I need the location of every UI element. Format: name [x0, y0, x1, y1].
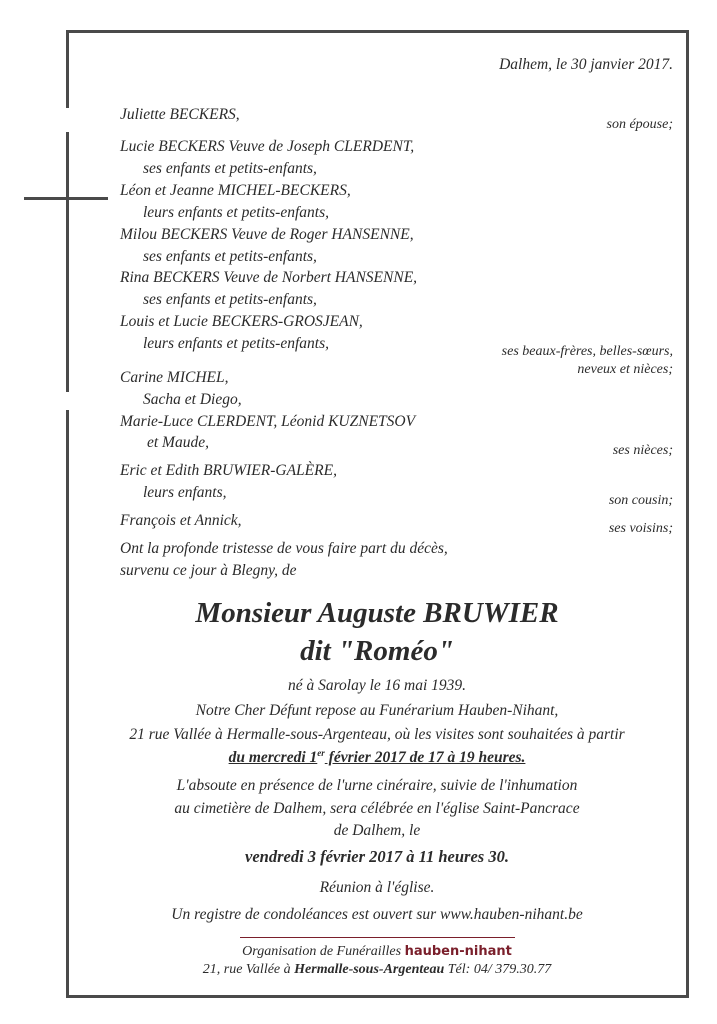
family-line: ses enfants et petits-enfants, — [143, 291, 317, 308]
family-line: Rina BECKERS Veuve de Norbert HANSENNE, — [120, 269, 418, 286]
family-line: Eric et Edith BRUWIER-GALÈRE, — [120, 462, 337, 479]
family-line: Marie-Luce CLERDENT, Léonid KUZNETSOV — [120, 413, 416, 430]
ceremony-line: de Dalhem, le — [333, 822, 421, 839]
family-line: ses enfants et petits-enfants, — [143, 160, 317, 177]
family-line: leurs enfants et petits-enfants, — [143, 204, 329, 221]
family-line: Sacha et Diego, — [143, 391, 242, 408]
birth-line: né à Sarolay le 16 mai 1939. — [287, 677, 467, 694]
ceremony-line: L'absoute en présence de l'urne cinéraire, suivie de l'inhumation — [176, 777, 578, 794]
family-line: leurs enfants et petits-enfants, — [143, 335, 329, 352]
visits-superscript: er — [317, 747, 325, 758]
announcement-line: survenu ce jour à Blegny, de — [120, 562, 297, 579]
footer-address — [66, 961, 688, 979]
meeting-line: Réunion à l'église. — [319, 879, 435, 896]
cross-bar-icon — [24, 197, 108, 200]
family-line: Carine MICHEL, — [120, 369, 229, 386]
visits-part: du mercredi 1 — [228, 749, 318, 766]
family-line: ses enfants et petits-enfants, — [143, 248, 317, 265]
relation-in-laws: neveux et nièces; — [577, 362, 673, 377]
relation-spouse: son épouse; — [606, 117, 673, 132]
relation-neighbours: ses voisins; — [608, 521, 673, 536]
family-line: Louis et Lucie BECKERS-GROSJEAN, — [120, 313, 363, 330]
family-line: et Maude, — [147, 434, 209, 451]
brand-logo: hauben-nihant — [404, 944, 512, 959]
ceremony-date: vendredi 3 février 2017 à 11 heures 30. — [245, 847, 509, 866]
rest-line: Notre Cher Défunt repose au Funérarium Hauben-Nihant, — [195, 702, 559, 719]
family-line: Juliette BECKERS, — [120, 106, 240, 123]
family-line: Milou BECKERS Veuve de Roger HANSENNE, — [120, 226, 414, 243]
deceased-name: Monsieur Auguste BRUWIER — [195, 597, 559, 629]
deceased-nickname: dit "Roméo" — [300, 635, 454, 667]
ceremony-line: au cimetière de Dalhem, sera célébrée en l'église Saint-Pancrace — [174, 800, 580, 817]
footer-org-label: Organisation de Funérailles — [242, 944, 402, 959]
date-line: Dalhem, le 30 janvier 2017. — [499, 56, 673, 73]
footer-divider — [240, 937, 515, 938]
footer-phone: Tél: 04/ 379.30.77 — [447, 962, 552, 977]
rest-line: 21 rue Vallée à Hermalle-sous-Argenteau, où les visites sont souhaitées à partir — [129, 726, 625, 743]
family-line: Lucie BECKERS Veuve de Joseph CLERDENT, — [120, 138, 415, 155]
visits-line — [66, 749, 688, 767]
frame-left-top — [66, 30, 69, 108]
family-line: leurs enfants, — [143, 484, 227, 501]
footer-org — [66, 943, 688, 961]
announcement-line: Ont la profonde tristesse de vous faire part du décès, — [120, 540, 448, 557]
frame-left-middle — [66, 132, 69, 392]
family-line: François et Annick, — [120, 512, 242, 529]
family-line: Léon et Jeanne MICHEL-BECKERS, — [120, 182, 351, 199]
relation-cousin: son cousin; — [608, 493, 673, 508]
visits-part: février 2017 de 17 à 19 heures. — [324, 749, 526, 766]
register-line: Un registre de condoléances est ouvert sur www.hauben-nihant.be — [171, 906, 583, 923]
footer-address-city: Hermalle-sous-Argenteau — [294, 962, 445, 977]
footer-address-street: 21, rue Vallée à — [202, 962, 291, 977]
relation-in-laws: ses beaux-frères, belles-sœurs, — [501, 344, 673, 359]
relation-nieces: ses nièces; — [612, 443, 673, 458]
